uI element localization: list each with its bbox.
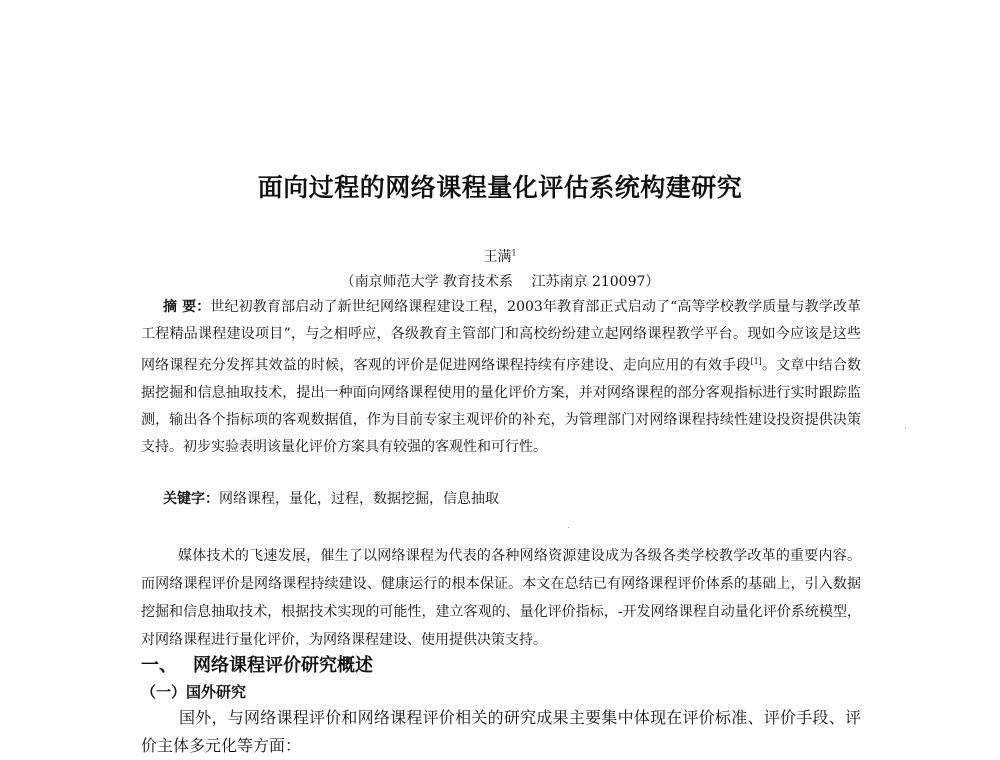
abstract-label: 摘 要： <box>163 299 211 315</box>
keywords <box>163 488 863 508</box>
author-line <box>0 246 1000 266</box>
body-paragraph: 国外，与网络课程评价和网络课程评价相关的研究成果主要集中体现在评价标准、评价手段、评价主体多元化等方面： <box>141 708 861 755</box>
abstract-citation: [1] <box>750 357 762 366</box>
abstract <box>141 294 861 461</box>
author-name: 王满 <box>483 249 512 265</box>
section-title: 网络课程评价研究概述 <box>193 655 373 676</box>
abstract-text-continued: 。文章中结合数据挖掘和信息抽取技术，提出一种面向网络课程使用的量化评价方案，并对网络课程的部分客观指标进行实时跟踪监测，输出各个指标项的客观数据值，作为目前专家主观评价的补充，为管理部门对网络课程持续性建设投资提供决策支持。初步实验表明该量化评价方案具有较强的客观性和可行性。 <box>141 357 862 455</box>
intro-paragraph: 媒体技术的飞速发展，催生了以网络课程为代表的各种网络资源建设成为各级各类学校教学改革的重要内容。而网络课程评价是网络课程持续建设、健康运行的根本保证。本文在总结已有网络课程评价体系的基础上，引入数据挖掘和信息抽取技术，根据技术实现的可能性，建立客观的、量化评价指标，-开发网络课程自动量化评价系统模型，对网络课程进行量化评价，为网络课程建设、使用提供决策支持。 <box>141 548 861 648</box>
keywords-text: 网络课程，量化，过程，数据挖掘，信息抽取 <box>219 491 499 507</box>
section-heading <box>141 651 373 677</box>
author-affiliation: （南京师范大学 教育技术系 江苏南京 210097） <box>340 274 660 290</box>
scan-speck <box>905 428 906 429</box>
author-footnote-mark: 1 <box>511 248 517 258</box>
scan-speck <box>568 527 569 528</box>
abstract-text: 世纪初教育部启动了新世纪网络课程建设工程，2003年教育部正式启动了“高等学校教学质量与教学改革工程精品课程建设项目”，与之相呼应，各级教育主管部门和高校纷纷建立起网络课程教学平台。现如今应该是这些网络课程充分发挥其效益的时候，客观的评价是促进网络课程持续有序建设、走向应用的有效手段 <box>141 299 861 374</box>
paper-title: 面向过程的网络课程量化评估系统构建研究 <box>257 173 743 202</box>
keywords-label: 关键字： <box>163 491 219 507</box>
subsection-heading: （一）国外研究 <box>141 683 247 701</box>
section-number: 一、 <box>141 655 177 676</box>
